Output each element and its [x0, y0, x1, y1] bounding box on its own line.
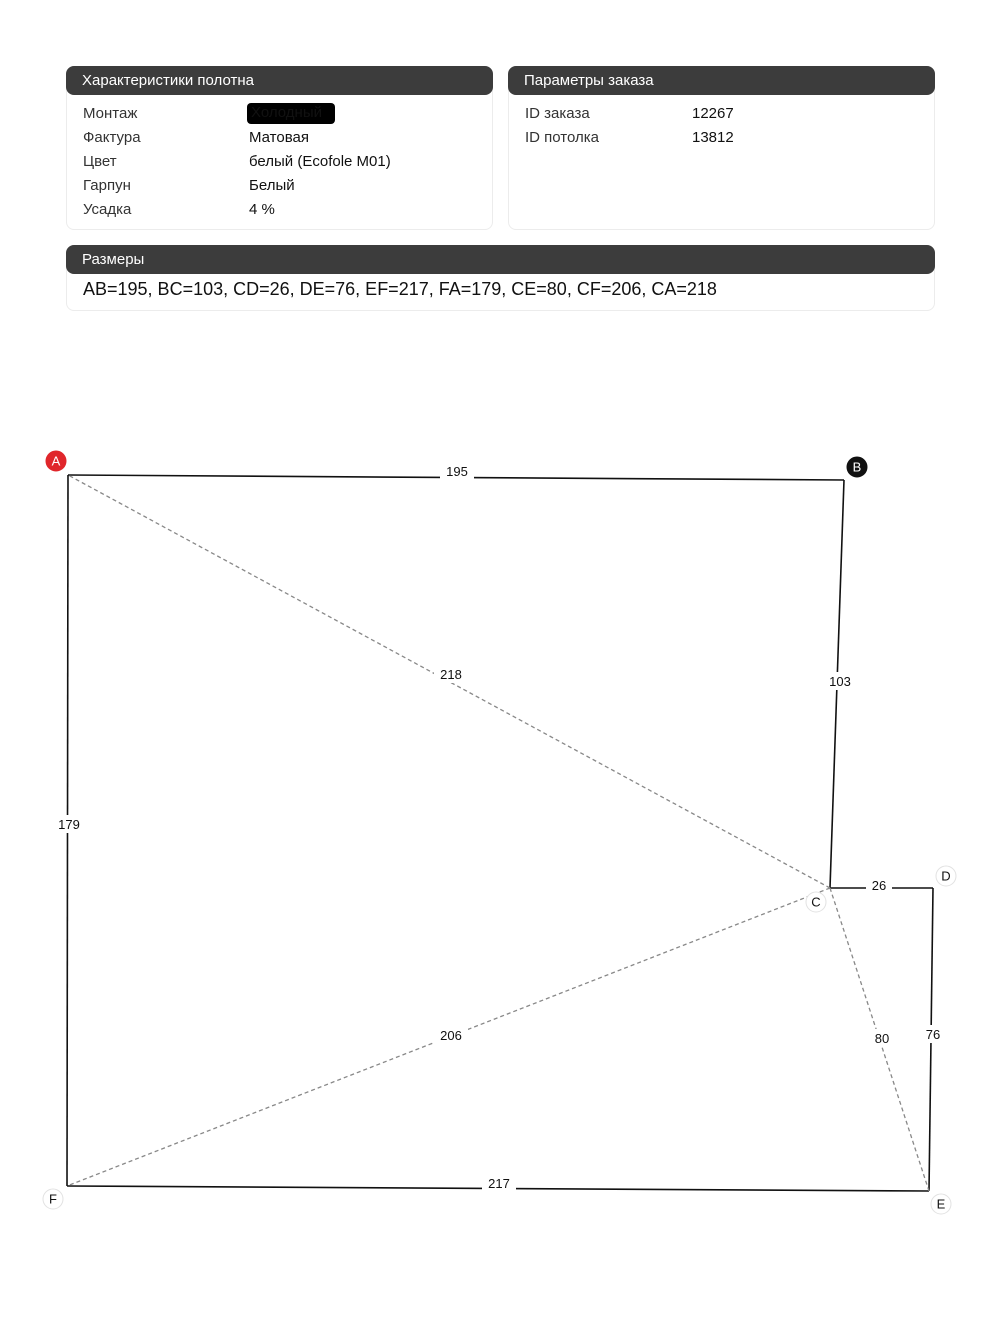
dimensions-title: Размеры: [66, 245, 935, 274]
edge-length-label: 26: [871, 878, 887, 893]
property-label: Гарпун: [83, 176, 131, 194]
property-label: Цвет: [83, 152, 117, 170]
property-value: Белый: [249, 176, 295, 194]
property-value: 4 %: [249, 200, 275, 218]
vertices: [43, 451, 956, 1214]
property-label: Монтаж: [83, 104, 138, 122]
vertex-label: A: [51, 453, 61, 469]
edge-length-label: 179: [58, 817, 80, 832]
property-label: Фактура: [83, 128, 141, 146]
edge-length-label: 206: [440, 1028, 462, 1043]
edge-length-label: 218: [440, 667, 462, 682]
edge-labels: [52, 459, 946, 1192]
edge-length-label: 76: [925, 1027, 941, 1042]
dimensions-text: AB=195, BC=103, CD=26, DE=76, EF=217, FA=179, CE=80, CF=206, CA=218: [83, 279, 717, 299]
edge-length-label: 217: [488, 1176, 510, 1191]
vertex-a[interactable]: [46, 451, 66, 471]
vertex-label: D: [941, 868, 951, 884]
order-value: 12267: [692, 104, 734, 122]
vertex-e[interactable]: [931, 1194, 951, 1214]
edge-length-label: 195: [446, 464, 468, 479]
vertex-label: C: [811, 894, 821, 910]
mounting-badge: Холодный: [247, 103, 335, 124]
canvas-properties-title: Характеристики полотна: [66, 66, 493, 95]
property-value: Матовая: [249, 128, 309, 146]
edge-length-label: 103: [829, 674, 851, 689]
order-label: ID заказа: [525, 104, 590, 122]
vertex-label: B: [852, 459, 862, 475]
order-label: ID потолка: [525, 128, 600, 146]
property-value: белый (Ecofole M01): [249, 152, 391, 170]
property-label: Усадка: [83, 200, 132, 218]
vertex-label: E: [936, 1196, 946, 1212]
vertex-b[interactable]: [847, 457, 867, 477]
edges: [67, 475, 933, 1191]
order-params-title: Параметры заказа: [508, 66, 935, 95]
vertex-f[interactable]: [43, 1189, 63, 1209]
vertex-label: F: [49, 1191, 57, 1207]
vertex-d[interactable]: [936, 866, 956, 886]
vertex-c[interactable]: [806, 892, 826, 912]
edge-length-label: 80: [874, 1031, 890, 1046]
order-value: 13812: [692, 128, 734, 146]
